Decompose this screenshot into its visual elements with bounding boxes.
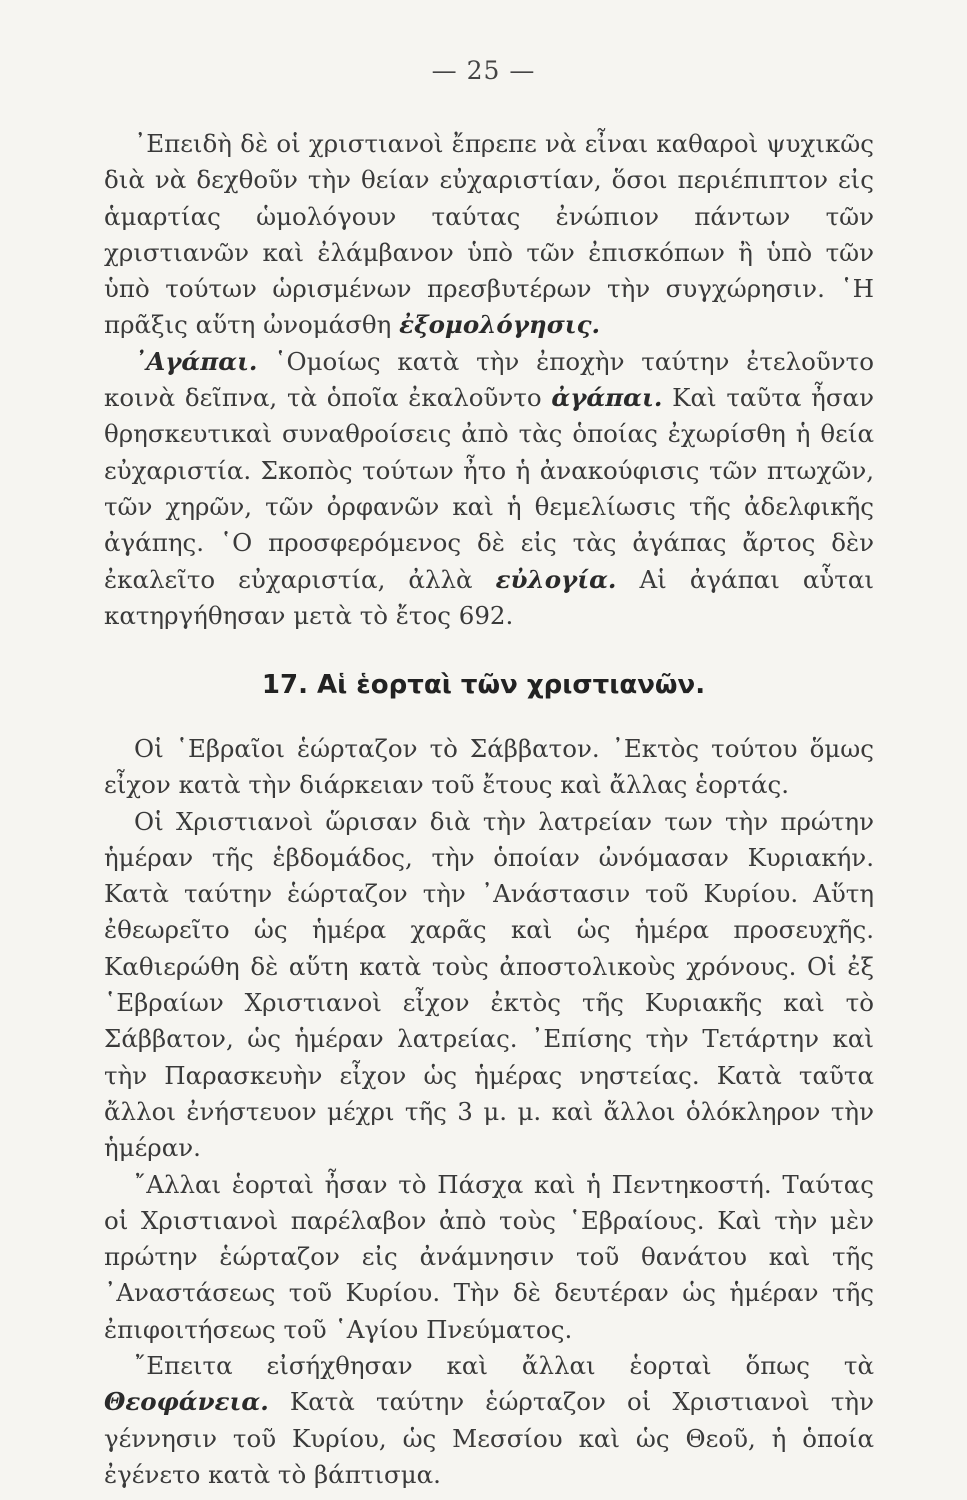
feasts-paragraph-2: Οἱ Χριστιανοὶ ὥρισαν διὰ τὴν λατρείαν των τὴν πρώτην ἡμέραν τῆς ἑβδομάδος, τὴν ὁποίαν ὠνόμασαν Κυριακήν. Κατὰ ταύτην ἑώρταζον τὴν ᾿Ανάστασιν τοῦ Κυρίου. Αὕτη ἐθεωρεῖτο ὡς ἡμέρα χαρᾶς καὶ ὡς ἡμέρα προσευχῆς. Καθιερώθη δὲ αὕτη κατὰ τοὺς ἀποστολικοὺς χρόνους. Οἱ ἐξ ῾Εβραίων Χριστιανοὶ εἶχον ἐκτὸς τῆς Κυριακῆς καὶ τὸ Σάββατον, ὡς ἡμέραν λατρείας. ᾿Επίσης τὴν Τετάρτην καὶ τὴν Παρασκευὴν εἶχον ὡς ἡμέρας νηστείας. Κατὰ ταῦτα ἄλλοι ἐνήστευον μέχρι τῆς 3 μ. μ. καὶ ἄλλοι ὁλόκληρον τὴν ἡμέραν.: [104, 806, 874, 1163]
confession-text: ᾿Επειδὴ δὲ οἱ χριστιανοὶ ἔπρεπε νὰ εἶναι καθαροὶ ψυχικῶς διὰ νὰ δεχθοῦν τὴν θείαν εὐχαριστίαν, ὅσοι περιέπιπτον εἰς ἁμαρτίας ὡμολόγουν ταύτας ἐνώπιον πάντων τῶν χριστιανῶν καὶ ἐλάμβανον ὑπὸ τῶν ἐπισκόπων ἢ ὑπὸ τῶν ὑπὸ τούτων ὡρισμένων πρεσβυτέρων τὴν συγχώρησιν. ῾Η πρᾶξις αὕτη ὠνομάσθη: [104, 129, 874, 340]
feasts-paragraph-3: ῎Αλλαι ἑορταὶ ἦσαν τὸ Πάσχα καὶ ἡ Πεντηκοστή. Ταύτας οἱ Χριστιανοὶ παρέλαβον ἀπὸ τοὺς ῾Εβραίους. Καὶ τὴν μὲν πρώτην ἑώρταζον εἰς ἀνάμνησιν τοῦ θανάτου καὶ τῆς ᾿Αναστάσεως τοῦ Κυρίου. Τὴν δὲ δευτέραν ὡς ἡμέραν τῆς ἐπιφοιτήσεως τοῦ ῾Αγίου Πνεύματος.: [104, 1169, 874, 1344]
feasts-paragraph-1: Οἱ ῾Εβραῖοι ἑώρταζον τὸ Σάββατον. ᾿Εκτὸς τούτου ὅμως εἶχον κατὰ τὴν διάρκειαν τοῦ ἔτους καὶ ἄλλας ἑορτάς.: [104, 734, 874, 800]
feasts-text: [104, 731, 874, 1493]
term-eulogia: εὐλογία.: [495, 564, 617, 594]
agapai-text-1: ῾Ομοίως κατὰ τὴν ἐποχὴν ταύτην ἐτελοῦντο κοινὰ δεῖπνα, τὰ ὁποῖα ἐκαλοῦντο: [104, 346, 874, 413]
feasts-p4-rest: Κατὰ ταύτην ἑώρταζον οἱ Χριστιανοὶ τὴν γέννησιν τοῦ Κυρίου, ὡς Μεσσίου καὶ ὡς Θεοῦ, ἡ ὁποία ἐγένετο κατὰ τὸ βάπτισμα.: [104, 1387, 874, 1489]
feasts-paragraph-4: [104, 1348, 874, 1493]
feasts-p4-text: ῎Επειτα εἰσήχθησαν καὶ ἄλλαι ἑορταὶ ὅπως τὰ: [134, 1351, 874, 1381]
term-theofaneia: Θεοφάνεια.: [104, 1387, 269, 1417]
page-number: — 25 —: [431, 56, 536, 85]
agapai-paragraph: [104, 344, 874, 634]
section-heading: 17. Αἱ ἑορταὶ τῶν χριστιανῶν.: [261, 670, 706, 700]
confession-paragraph: [104, 126, 874, 344]
agapai-text-3: Αἱ ἀγάπαι αὗται κατηργήθησαν μετὰ τὸ ἔτος 692.: [104, 564, 875, 630]
term-agapai: ἀγάπαι.: [551, 383, 663, 413]
agapai-heading: ᾿Αγάπαι.: [134, 346, 258, 376]
agapai-text-2: Καὶ ταῦτα ἦσαν θρησκευτικαὶ συναθροίσεις ἀπὸ τὰς ὁποίας ἐχωρίσθη ἡ θεία εὐχαριστία. Σκοπὸς τούτων ἦτο ἡ ἀνακούφισις τῶν πτωχῶν, τῶν χηρῶν, τῶν ὀρφανῶν καὶ ἡ θεμελίωσις τῆς ἀδελφικῆς ἀγάπης. ῾Ο προσφερόμενος δὲ εἰς τὰς ἀγάπας ἄρτος δὲν ἐκαλεῖτο εὐχαριστία, ἀλλὰ: [104, 383, 874, 594]
confession-and-agapai-text: [104, 126, 874, 634]
term-exomologisis: ἐξομολόγησις.: [399, 310, 601, 340]
